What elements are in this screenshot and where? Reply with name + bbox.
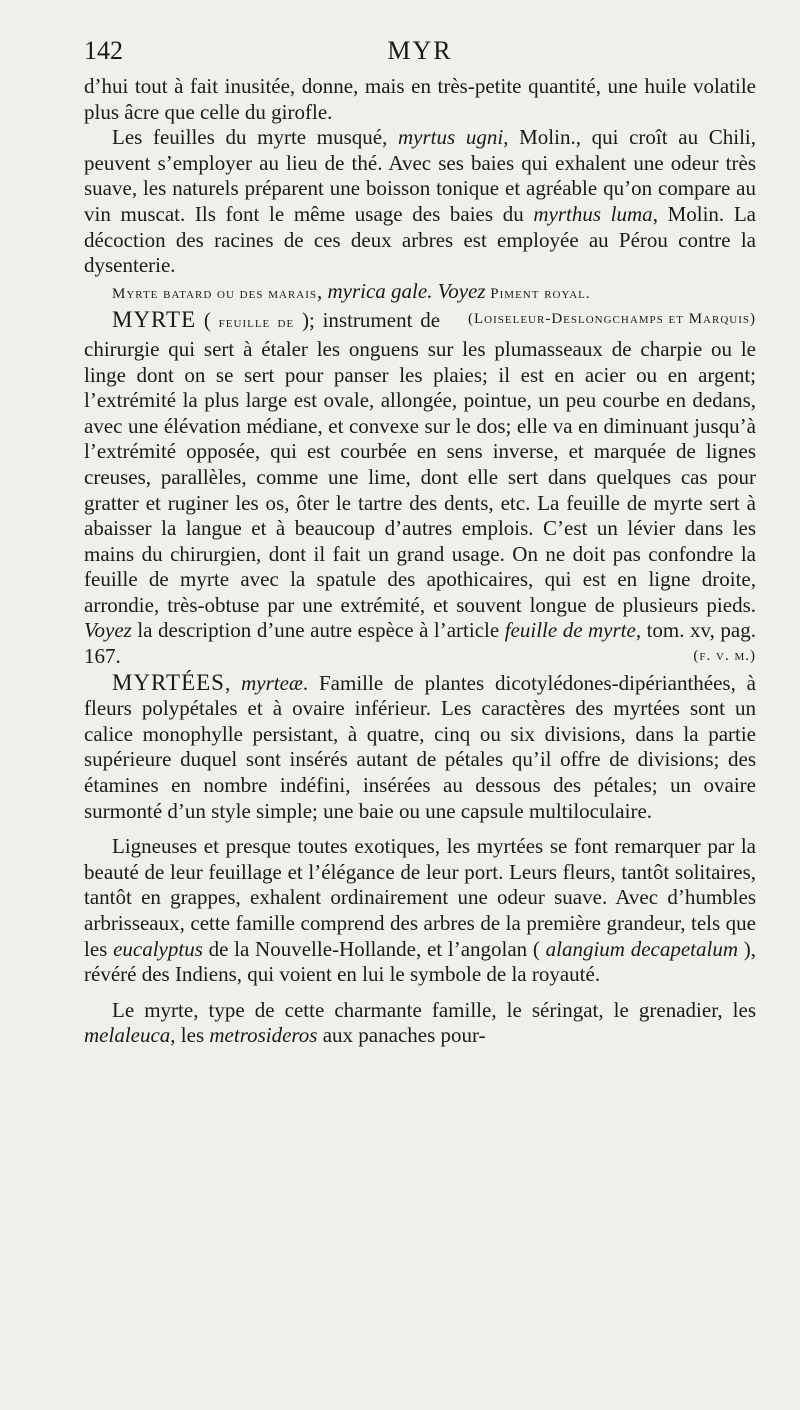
page-number: 142 — [84, 36, 123, 65]
running-head — [84, 30, 756, 74]
entry-myrte-feuille: MYRTE ( feuille de ); instrument de chirurgie qui sert à étaler les onguens sur les plumasseaux de charpie ou le linge dont on se sert pour panser les plaies; il est en acier ou en argent; l’extrémité la plus large est ovale, allongée, pointue, un peu courbe en dedans, avec une élévation médiane, et convexe sur le dos; elle va en diminuant jusqu’à l’extrémité opposée, qui est courbée en sens inverse, et marquée de lignes creuses, parallèles, comme une lime, dont elle sert dans quelques cas pour gratter et ruginer les os, ôter le tartre des dents, etc. La feuille de myrte sert à abaisser la langue et à beaucoup d’autres emplois. C’est un lévier dans les mains du chirurgien, dont il fait un grand usage. On ne doit pas confondre la feuille de myrte avec la spatule des apothicaires, qui est en ligne droite, arrondie, très-obtuse par une extrémité, et souvent longue de plusieurs pieds. Voyez la description d’une autre espèce à l’article feuille de myrte, tom. xv, pag. 167. (f. v. m.) — [84, 307, 756, 669]
entry-myrtees: MYRTÉES, myrteæ. Famille de plantes dicotylédones-dipérianthées, à fleurs polypétales et à ovaire inférieur. Les caractères des myrtées sont un calice monophylle persistant, à quatre, cinq ou six divisions, dans la partie supérieure duquel sont insérés autant de pétales qu’il offre de divisions; des étamines en nombre indéfini, insérées au dessous des pétales; un ovaire surmonté d’un style simple; une baie ou une capsule multiloculaire. — [84, 669, 757, 823]
paragraph-ligneuses: Ligneuses et presque toutes exotiques, les myrtées se font remarquer par la beauté de leur feuillage et l’élégance de leur port. Leurs fleurs, tantôt solitaires, tantôt en grappes, exhalent ordinairement une odeur suave. Avec d’humbles arbrisseaux, cette famille comprend des arbres de la première grandeur, tels que les eucalyptus de la Nouvelle-Hollande, et l’angolan ( alangium decapetalum ), révéré des Indiens, qui voient en lui le symbole de la royauté. — [84, 834, 756, 987]
running-title: MYR — [387, 36, 453, 65]
entry-myrte-batard: Myrte batard ou des marais, myrica gale. Voyez Piment royal. (Loiseleur-Deslongchamps et Marquis) — [84, 279, 756, 308]
authors-signature: (Loiseleur-Deslongchamps et Marquis) — [468, 311, 756, 328]
entry-signature: (f. v. m.) — [693, 648, 756, 665]
paragraph-myrte-musque: Les feuilles du myrte musqué, myrtus ugni, Molin., qui croît au Chili, peuvent s’employer au lieu de thé. Avec ses baies qui exhalent une odeur très suave, les naturels préparent une boisson tonique et agréable qu’on compare au vin muscat. Ils font le même usage des baies du myrthus luma, Molin. La décoction des racines de ces deux arbres est employée au Pérou contre la dysenterie. — [84, 125, 756, 278]
paragraph-continuation: d’hui tout à fait inusitée, donne, mais en très-petite quantité, une huile volatile plus âcre que celle du girofle. — [84, 74, 756, 124]
paragraph-le-myrte: Le myrte, type de cette charmante famille, le séringat, le grenadier, les melaleuca, les metrosideros aux panaches pour- — [84, 997, 756, 1048]
